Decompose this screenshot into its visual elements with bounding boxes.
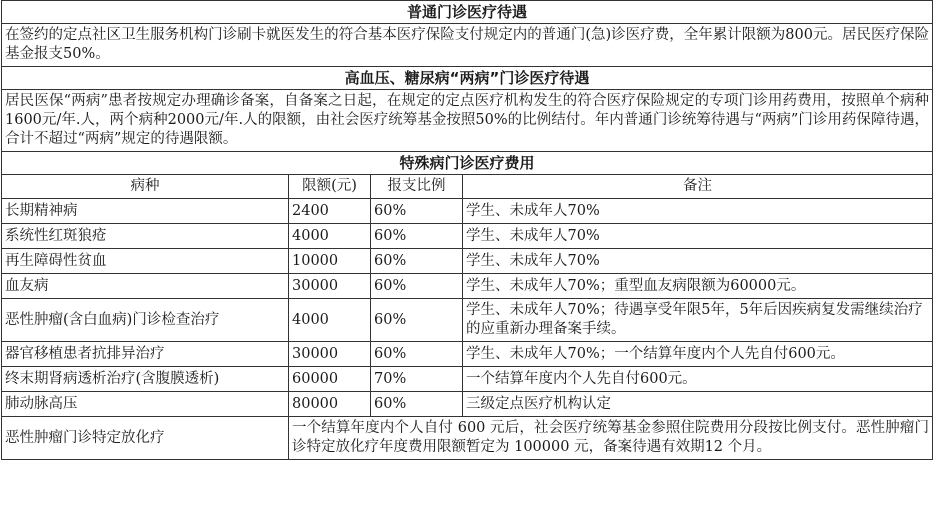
table-row: [2, 249, 933, 274]
ratio-cell: 60%: [371, 299, 463, 342]
table-row: [2, 342, 933, 367]
note-cell: 一个结算年度内个人自付 600 元后，社会医疗统筹基金参照住院费用分段按比例支付。恶性肿瘤门诊特定放化疗年度费用限额暂定为 100000 元，备案待遇有效期12 个月。: [289, 417, 933, 460]
note-cell: 学生、未成年人70%: [463, 249, 933, 274]
column-header-limit: 限额(元): [289, 175, 371, 199]
disease-cell: 再生障碍性贫血: [2, 249, 289, 274]
table-row: [2, 367, 933, 392]
table-row: [2, 199, 933, 224]
disease-cell: 器官移植患者抗排异治疗: [2, 342, 289, 367]
note-cell: 学生、未成年人70%；一个结算年度内个人先自付600元。: [463, 342, 933, 367]
section-text-two-diseases: 居民医保“两病”患者按规定办理确诊备案，自备案之日起，在规定的定点医疗机构发生的符合医疗保险规定的专项门诊用药费用，按照单个病种1600元/年.人，两个病种2000元/年.人的限额，由社会医疗统筹基金按照50%的比例结付。年内普通门诊统筹待遇与“两病”门诊用药保障待遇，合计不超过“两病”规定的待遇限额。: [2, 90, 933, 152]
ratio-cell: 60%: [371, 249, 463, 274]
note-cell: 学生、未成年人70%；重型血友病限额为60000元。: [463, 274, 933, 299]
disease-cell: 恶性肿瘤(含白血病)门诊检查治疗: [2, 299, 289, 342]
disease-cell: 血友病: [2, 274, 289, 299]
note-cell: 学生、未成年人70%: [463, 224, 933, 249]
table-row: [2, 224, 933, 249]
ratio-cell: 70%: [371, 367, 463, 392]
limit-cell: 2400: [289, 199, 371, 224]
disease-cell: 长期精神病: [2, 199, 289, 224]
note-cell: 学生、未成年人70%: [463, 199, 933, 224]
limit-cell: 4000: [289, 299, 371, 342]
section-title-special-diseases: 特殊病门诊医疗费用: [2, 152, 933, 175]
medical-benefits-table: [1, 0, 933, 460]
note-cell: 学生、未成年人70%；待遇享受年限5年，5年后因疾病复发需继续治疗的应重新办理备案手续。: [463, 299, 933, 342]
table-row: [2, 392, 933, 417]
section-title-general-outpatient: 普通门诊医疗待遇: [2, 1, 933, 24]
ratio-cell: 60%: [371, 199, 463, 224]
disease-cell: 系统性红斑狼疮: [2, 224, 289, 249]
note-cell: 三级定点医疗机构认定: [463, 392, 933, 417]
limit-cell: 60000: [289, 367, 371, 392]
table-row: [2, 299, 933, 342]
column-header-disease: 病种: [2, 175, 289, 199]
limit-cell: 10000: [289, 249, 371, 274]
column-header-note: 备注: [463, 175, 933, 199]
table-row: [2, 274, 933, 299]
limit-cell: 80000: [289, 392, 371, 417]
disease-cell: 恶性肿瘤门诊特定放化疗: [2, 417, 289, 460]
ratio-cell: 60%: [371, 274, 463, 299]
note-cell: 一个结算年度内个人先自付600元。: [463, 367, 933, 392]
section-title-two-diseases: 高血压、糖尿病“两病”门诊医疗待遇: [2, 67, 933, 90]
limit-cell: 30000: [289, 342, 371, 367]
table-row: [2, 417, 933, 460]
limit-cell: 30000: [289, 274, 371, 299]
ratio-cell: 60%: [371, 342, 463, 367]
disease-cell: 肺动脉高压: [2, 392, 289, 417]
section-text-general-outpatient: 在签约的定点社区卫生服务机构门诊刷卡就医发生的符合基本医疗保险支付规定内的普通门(急)诊医疗费，全年累计限额为800元。居民医疗保险基金报支50%。: [2, 24, 933, 67]
column-header-ratio: 报支比例: [371, 175, 463, 199]
limit-cell: 4000: [289, 224, 371, 249]
ratio-cell: 60%: [371, 392, 463, 417]
ratio-cell: 60%: [371, 224, 463, 249]
disease-cell: 终末期肾病透析治疗(含腹膜透析): [2, 367, 289, 392]
